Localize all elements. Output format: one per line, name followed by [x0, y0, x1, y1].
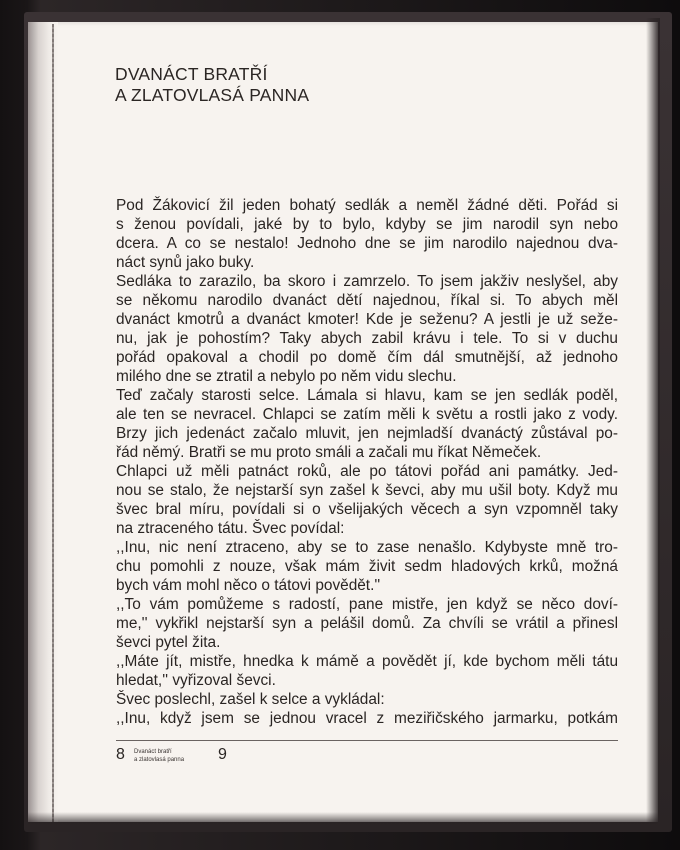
running-footer-line-2: a zlatovlasá panna [134, 757, 185, 763]
text-line: Brzy jich jedenáct začalo mluvit, jen nejmladší dvanáctý zůstával po- [116, 425, 618, 442]
text-line: Pod Žákovicí žil jeden bohatý sedlák a neměl žádné děti. Pořád si [116, 197, 618, 214]
text-line: pořád opakoval a chodil po domě čím dál smutnější, až jednoho [116, 349, 618, 366]
text-line: nou se stalo, že nejstarší syn zašel k ševci, aby mu ušil boty. Když mu [116, 482, 618, 499]
text-line: Teď začaly starosti selce. Lámala si hlavu, kam se jen sedlák poděl, [116, 387, 618, 404]
text-line: na ztraceného tátu. Švec povídal: [116, 520, 345, 537]
text-line: ,,Máte jít, mistře, hnedka k mámě a povědět jí, kde bychom měli tátu [116, 653, 618, 670]
page-number-right: 9 [218, 746, 227, 763]
text-line: Švec poslechl, zašel k selce a vykládal: [116, 691, 385, 708]
text-line: nu, jak je pohostím? Taky abych zabil krávu i tele. To si v duchu [116, 330, 618, 347]
text-line: ševci pytel žita. [116, 634, 221, 651]
text-line: milého dne se ztratil a nebylo po něm vidu slechu. [116, 368, 457, 385]
running-footer-title [134, 748, 184, 764]
text-line: řád němý. Bratři se mu proto smáli a začali mu říkat Němeček. [116, 444, 542, 461]
page-bottom-edge-shadow [28, 812, 658, 826]
text-line: se někomu narodilo dvanáct dětí najednou, říkal si. To abych měl [116, 292, 618, 309]
text-line: náct synů jako buky. [116, 254, 255, 271]
text-line: hledat,'' vyřizoval ševci. [116, 672, 276, 689]
text-line: dcera. A co se nestalo! Jednoho dne se jim narodilo najednou dva- [116, 235, 618, 252]
text-line: ,,Inu, nic není ztraceno, aby se to zase nenašlo. Kdybyste mně tro- [116, 539, 618, 556]
page-number-left: 8 [116, 746, 125, 763]
footer-rule [116, 740, 618, 741]
text-line: ,,To vám pomůžeme s radostí, pane mistře, jen když se něco doví- [116, 596, 618, 613]
text-line: švec bral míru, povídali si o všelijakých věcech a syn vzpomněl taky [116, 501, 618, 518]
chapter-title [115, 64, 309, 106]
binding-stitch-line [52, 24, 54, 822]
text-line: s ženou povídali, jaké by to bylo, kdyby se jim narodil syn nebo [116, 216, 618, 233]
chapter-title-line-2: A ZLATOVLASÁ PANNA [115, 85, 310, 105]
text-line: Chlapci už měli patnáct roků, ale po tátovi pořád ani památky. Jed- [116, 463, 618, 480]
running-footer-line-1: Dvanáct bratří [134, 749, 172, 755]
story-body-text [116, 196, 618, 728]
text-line: Sedláka to zarazilo, ba skoro i zamrzelo. To jsem jakživ neslyšel, aby [116, 273, 618, 290]
text-line: me,'' vykřikl nejstarší syn a pelášil domů. Za chvíli se vrátil a přinesl [116, 615, 618, 632]
text-line: bych vám mohl něco o tátovi povědět.'' [116, 577, 381, 594]
text-line: ale ten se nevracel. Chlapci se zatím měli k světu a rostli jako z vody. [116, 406, 618, 423]
chapter-title-line-1: DVANÁCT BRATŘÍ [115, 64, 268, 84]
text-line: dvanáct kmotrů a dvanáct kmoter! Kde je seženu? A jestli je už seže- [116, 311, 618, 328]
text-line: chu pomohli z nouze, však mám živit sedm hladových krků, možná [116, 558, 618, 575]
page-right-edge-shadow [646, 18, 660, 824]
text-line: ,,Inu, když jsem se jednou vracel z meziřičského jarmarku, potkám [116, 710, 618, 727]
